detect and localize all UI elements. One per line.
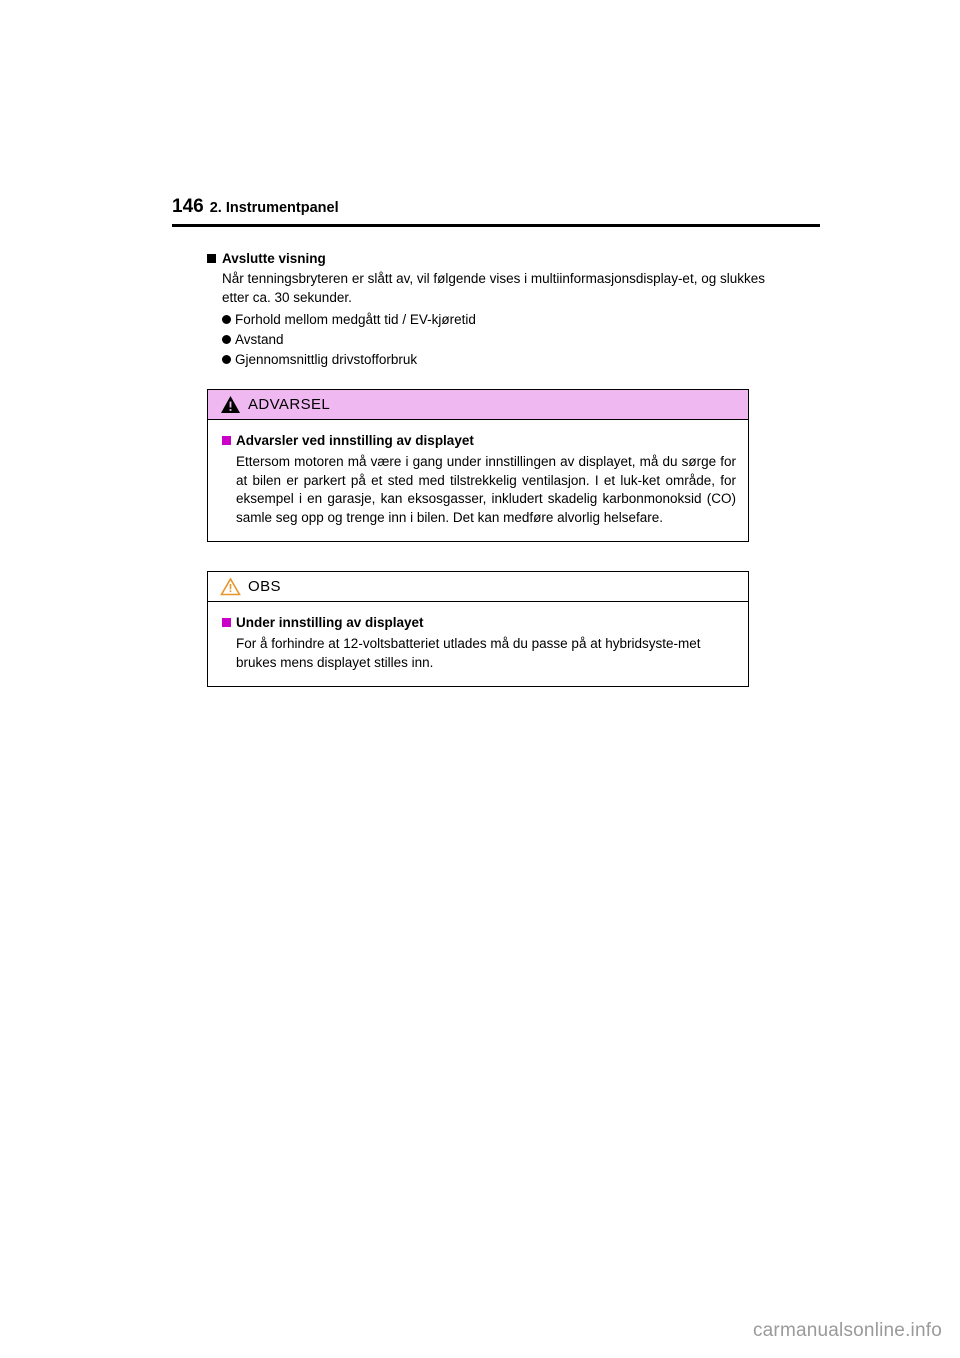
notice-box-subheading-label: Under innstilling av displayet	[236, 615, 424, 630]
notice-box	[207, 571, 749, 687]
list-item-label: Avstand	[235, 332, 284, 347]
notice-box-body	[208, 602, 748, 686]
page-number: 146	[172, 196, 204, 217]
square-bullet-icon	[222, 436, 231, 445]
watermark: carmanualsonline.info	[752, 1320, 942, 1341]
list-item	[222, 351, 821, 368]
notice-box-title: OBS	[248, 578, 281, 595]
main-content	[207, 250, 821, 371]
list-item	[222, 331, 821, 348]
warning-box-text: Ettersom motoren må være i gang under innstillingen av displayet, må du sørge for at bilen er parkert på et sted med tilstrekkelig ventilasjon. I et luk-ket område, for eksempel i en garasje, kan eksosgasser, inkludert skadelig karbonmonoksid (CO) samle seg opp og trenge inn i bilen. Det kan medføre alvorlig helsefare.	[236, 454, 736, 525]
warning-box-subheading	[222, 432, 734, 449]
round-bullet-icon	[222, 355, 231, 364]
section-paragraph: Når tenningsbryteren er slått av, vil følgende vises i multiinformasjonsdisplay-et, og slukkes etter ca. 30 sekunder.	[222, 271, 765, 305]
list-item-label: Gjennomsnittlig drivstofforbruk	[235, 352, 418, 367]
warning-box	[207, 389, 749, 542]
header-divider	[172, 224, 820, 227]
warning-box-header	[208, 390, 748, 420]
round-bullet-icon	[222, 335, 231, 344]
round-bullet-icon	[222, 315, 231, 324]
warning-triangle-icon	[220, 395, 241, 414]
section-heading	[207, 250, 821, 267]
warning-box-title: ADVARSEL	[248, 396, 331, 413]
warning-box-subheading-label: Advarsler ved innstilling av displayet	[236, 433, 474, 448]
notice-box-text: For å forhindre at 12-voltsbatteriet utlades må du passe på at hybridsyste-met brukes mens displayet stilles inn.	[236, 636, 701, 670]
square-bullet-icon	[207, 254, 216, 263]
caution-triangle-icon	[220, 577, 241, 596]
bullet-list	[222, 311, 821, 368]
warning-box-body	[208, 420, 748, 541]
page-header	[172, 196, 820, 218]
notice-box-subheading	[222, 614, 734, 631]
section-title: 2. Instrumentpanel	[209, 200, 339, 216]
list-item-label: Forhold mellom medgått tid / EV-kjøretid	[235, 312, 476, 327]
notice-box-header	[208, 572, 748, 602]
section-heading-label: Avslutte visning	[222, 251, 326, 266]
list-item	[222, 311, 821, 328]
square-bullet-icon	[222, 618, 231, 627]
